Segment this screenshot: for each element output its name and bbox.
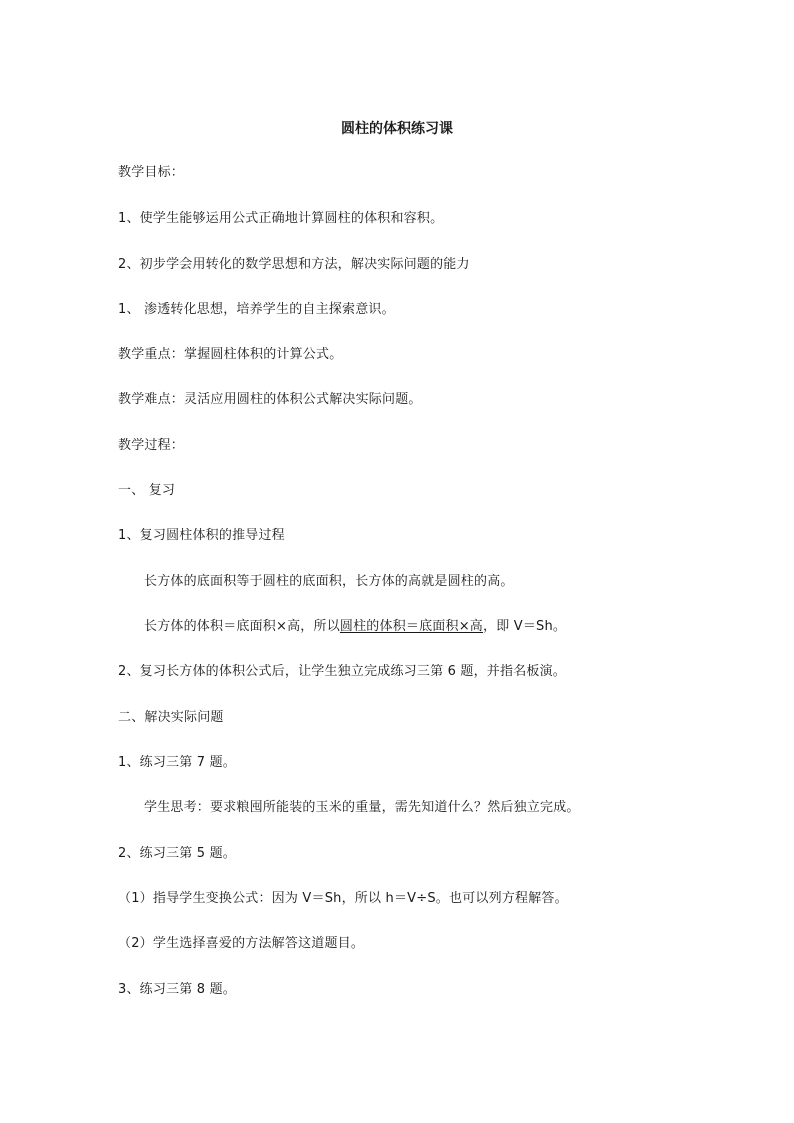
problem-item-1: 1、练习三第 7 题。 [118,755,237,770]
review-item-2: 2、复习长方体的体积公式后，让学生独立完成练习三第 6 题，并指名板演。 [118,664,567,679]
difficult-point: 教学难点：灵活应用圆柱的体积公式解决实际问题。 [118,392,422,407]
objectives-heading: 教学目标： [118,165,185,180]
review-item-1: 1、复习圆柱体积的推导过程 [118,528,285,543]
problem-item-2-step-1: （1）指导学生变换公式：因为 V＝Sh，所以 h＝V÷S。也可以列方程解答。 [118,891,568,906]
formula-suffix: ，即 V＝Sh。 [483,619,567,634]
section-2-heading: 二、解决实际问题 [118,710,224,725]
review-item-1-text-2 [144,618,566,636]
underlined-formula: 圆柱的体积＝底面积×高 [339,619,483,634]
objective-2: 2、初步学会用转化的数学思想和方法，解决实际问题的能力 [118,257,470,272]
key-point: 教学重点：掌握圆柱体积的计算公式。 [118,347,343,362]
problem-item-2: 2、练习三第 5 题。 [118,846,237,861]
problem-item-1-text: 学生思考：要求粮囤所能装的玉米的重量，需先知道什么？然后独立完成。 [144,800,580,815]
formula-prefix: 长方体的体积＝底面积×高，所以 [144,619,340,634]
objective-3: 1、 渗透转化思想，培养学生的自主探索意识。 [118,302,395,317]
document-title: 圆柱的体积练习课 [341,121,453,137]
review-item-1-text-1: 长方体的底面积等于圆柱的底面积，长方体的高就是圆柱的高。 [144,574,514,589]
process-heading: 教学过程： [118,438,185,453]
section-1-heading: 一、 复习 [118,483,176,498]
problem-item-2-step-2: （2）学生选择喜爱的方法解答这道题目。 [118,936,365,951]
objective-1: 1、使学生能够运用公式正确地计算圆柱的体积和容积。 [118,211,444,226]
problem-item-3: 3、练习三第 8 题。 [118,982,237,997]
